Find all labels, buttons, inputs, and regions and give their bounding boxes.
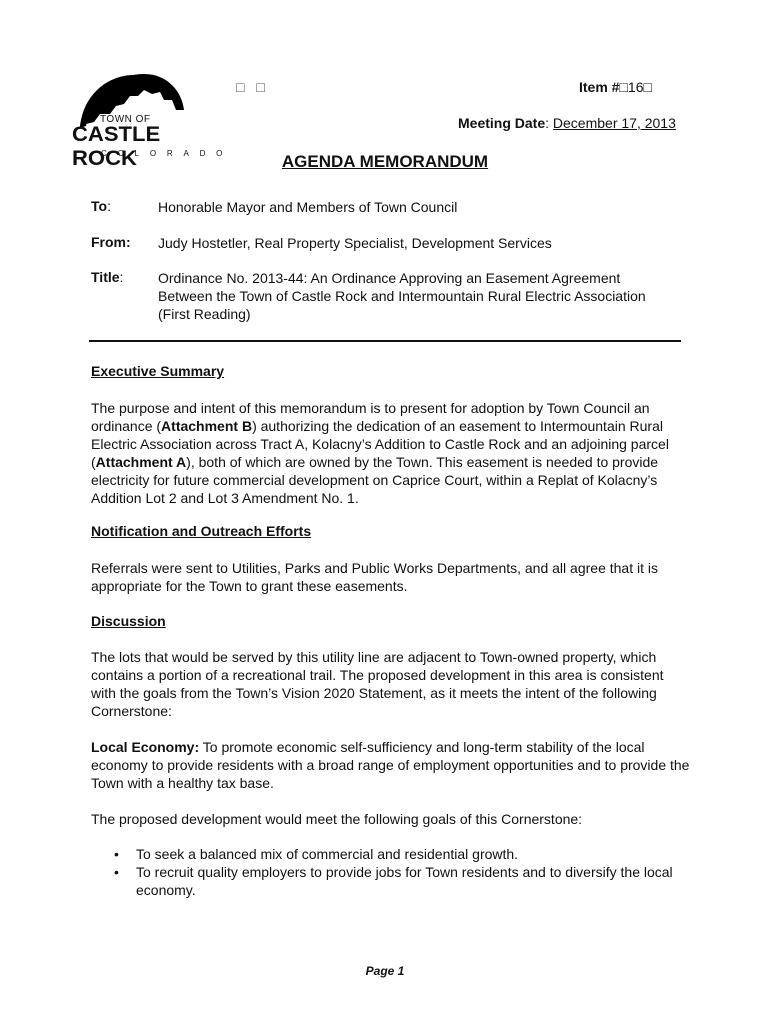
- executive-summary-heading: Executive Summary: [91, 363, 225, 379]
- notification-heading: Notification and Outreach Efforts: [91, 523, 312, 539]
- to-value: Honorable Mayor and Members of Town Council: [158, 199, 458, 215]
- local-economy-label: Local Economy:: [91, 739, 200, 755]
- discussion-heading: Discussion: [91, 613, 166, 629]
- item-number: [579, 79, 652, 95]
- from-value: Judy Hostetler, Real Property Specialist, Development Services: [158, 235, 552, 251]
- notification-text: Referrals were sent to Utilities, Parks and Public Works Departments, and all agree that it is appropriate for the Town to grant these easements.: [91, 560, 658, 594]
- goals-intro: The proposed development would meet the following goals of this Cornerstone:: [91, 811, 583, 827]
- discussion-text: The lots that would be served by this utility line are adjacent to Town-owned property, which contains a portion of a recreational trail. The proposed development in this area is consistent with the goals from the Town’s Vision 2020 Statement, as it meets the intent of the following Cornerstone:: [91, 649, 664, 719]
- list-item: • To recruit quality employers to provide jobs for Town residents and to diversify the local economy.: [110, 863, 690, 899]
- page-number: Page 1: [365, 964, 405, 978]
- meeting-date-label: Meeting Date: [458, 115, 546, 131]
- local-economy-text: Local Economy: To promote economic self-sufficiency and long-term stability of the local economy to provide residents with a broad range of employment opportunities and to provide the Town with a healthy tax base.: [91, 739, 690, 791]
- logo-castle-rock: CASTLE ROCK: [72, 123, 161, 170]
- item-value: □16□: [619, 79, 652, 95]
- attachment-b: Attachment B: [161, 418, 253, 434]
- executive-summary-text: The purpose and intent of this memorandum is to present for adoption by Town Council an ordinance (Attachment B) authorizing the dedication of an easement to Intermountain Rural Electric Association across Tract A, Kolacny’s Addition to Castle Rock and an adjoining parcel (Attachment A), both of which are owned by the Town. This easement is needed to provide electricity for future commercial development on Caprice Court, within a Replat of Kolacny’s Addition Lot 2 and Lot 3 Amendment No. 1.: [91, 400, 669, 506]
- to-label: To:: [91, 198, 111, 214]
- header-placeholder-glyphs: □ □: [236, 79, 269, 95]
- logo-town-of: TOWN OF: [100, 114, 151, 125]
- divider: [89, 340, 681, 342]
- meeting-date-value: December 17, 2013: [552, 115, 676, 131]
- meeting-date: Meeting Date: December 17, 2013: [458, 115, 676, 131]
- list-item: • To seek a balanced mix of commercial and residential growth.: [110, 845, 690, 863]
- item-label: Item #: [579, 79, 620, 95]
- logo-colorado: COLORADO: [101, 149, 234, 158]
- attachment-a: Attachment A: [95, 454, 187, 470]
- title-label: Title:: [91, 269, 124, 285]
- title-value: Ordinance No. 2013-44: An Ordinance Approving an Easement Agreement Between the Town of Castle Rock and Intermountain Rural Electric Association (First Reading): [158, 270, 646, 322]
- page-title: AGENDA MEMORANDUM: [281, 152, 489, 171]
- town-logo: [72, 70, 234, 170]
- from-label: From:: [91, 234, 131, 250]
- goals-list: [110, 845, 690, 899]
